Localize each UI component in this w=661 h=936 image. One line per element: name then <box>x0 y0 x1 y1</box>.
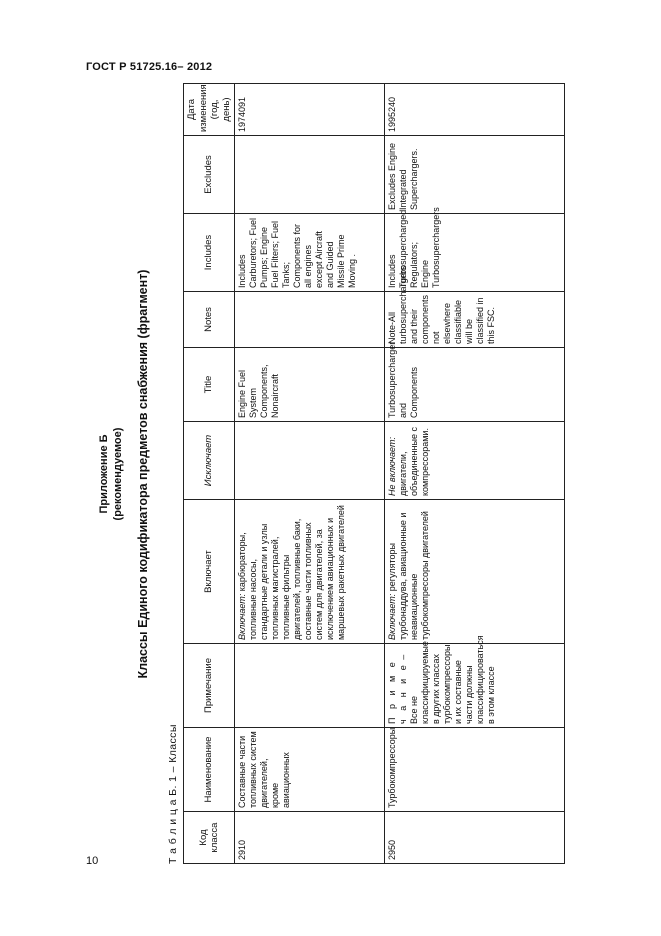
note-lead: П р и м е ч а н и е <box>387 659 409 724</box>
class-includes-en: Includes Turbosupercharged Regulators; Engine Turbosuperchargers <box>385 214 565 292</box>
section-heading: Классы Единого кодификатора предметов снабжения (фрагмент) <box>136 269 150 679</box>
class-title-en: Turbosupercharger and Components <box>385 348 565 422</box>
table-caption-name: Классы <box>167 724 179 763</box>
column-header: Includes <box>184 214 235 292</box>
class-includes <box>385 500 565 644</box>
includes-text: карбюраторы, топливные насосы, стандартные детали и узлы топливных магистралей, топливные фильтры двигателей, топливные баки, составные части топливных систем для двигателей, за исключением авиационных и маршевых ракетных двигателей <box>237 505 347 640</box>
table-header-row <box>184 84 235 864</box>
class-change-date: 1974091 <box>235 84 385 136</box>
column-header: Наименование <box>184 728 235 812</box>
class-note <box>385 635 565 728</box>
column-header: Excludes <box>184 136 235 214</box>
table-row <box>235 84 385 864</box>
class-code: 2910 <box>235 812 385 864</box>
excludes-lead: Не включает: <box>387 437 398 496</box>
class-includes-en: Includes Carburetors; Fuel Pumps; Engine Fuel Filters; Fuel Tanks; Components for all engines except Aircraft and Guided Missile Prime Moving . <box>235 214 385 292</box>
excludes-text: двигатели, объединенные с компрессорами. <box>398 427 431 496</box>
class-excludes <box>385 422 565 500</box>
class-excludes <box>235 422 385 500</box>
column-header: Title <box>184 348 235 422</box>
document-code: ГОСТ Р 51725.16– 2012 <box>86 61 213 73</box>
class-change-date: 1995240 <box>385 84 565 136</box>
class-notes-en: Note-All turbosuperchargers and their components not elsewhere classifiable will be classified in this FSC. <box>385 292 565 348</box>
class-code: 2950 <box>385 812 565 864</box>
table-caption-dash: – <box>167 766 179 773</box>
appendix-subtitle: (рекомендуемое) <box>112 427 124 521</box>
column-header: Дата изменения (год, день) <box>184 84 235 136</box>
table-caption <box>167 724 179 864</box>
column-header: Примечание <box>184 644 235 728</box>
table-row <box>385 84 565 864</box>
note-text: – Все не классифицируемые в других классах турбокомпрессоры и их составные части должны классифицироваться в этом классе <box>398 635 497 724</box>
class-notes-en <box>235 292 385 348</box>
table-caption-number: Б. 1 <box>167 775 179 796</box>
includes-lead: Включает: <box>237 593 248 640</box>
class-title-en: Engine Fuel System Components, Nonaircraft <box>235 348 385 422</box>
includes-text: регуляторы турбонаддува, авиационные и неавиационные турбокомпрессоры двигателей <box>387 511 431 640</box>
column-header: Код класса <box>184 812 235 864</box>
includes-lead: Включает: <box>387 593 398 640</box>
class-name: Турбокомпрессоры <box>385 728 565 812</box>
class-includes <box>235 500 385 644</box>
column-header: Исключает <box>184 422 235 500</box>
class-excludes-en <box>235 136 385 214</box>
column-header: Включает <box>184 500 235 644</box>
rotated-table-block <box>86 84 576 864</box>
class-note <box>235 644 385 728</box>
classes-table <box>183 83 565 864</box>
column-header: Notes <box>184 292 235 348</box>
table-caption-label: Т а б л и ц а <box>167 799 179 864</box>
appendix-title: Приложение Б <box>98 434 110 514</box>
class-name: Составные части топливных систем двигателей, кроме авиационных <box>235 728 385 812</box>
page-number: 10 <box>86 855 99 867</box>
class-excludes-en: Excludes Engine Integrated Superchargers. <box>385 136 565 214</box>
